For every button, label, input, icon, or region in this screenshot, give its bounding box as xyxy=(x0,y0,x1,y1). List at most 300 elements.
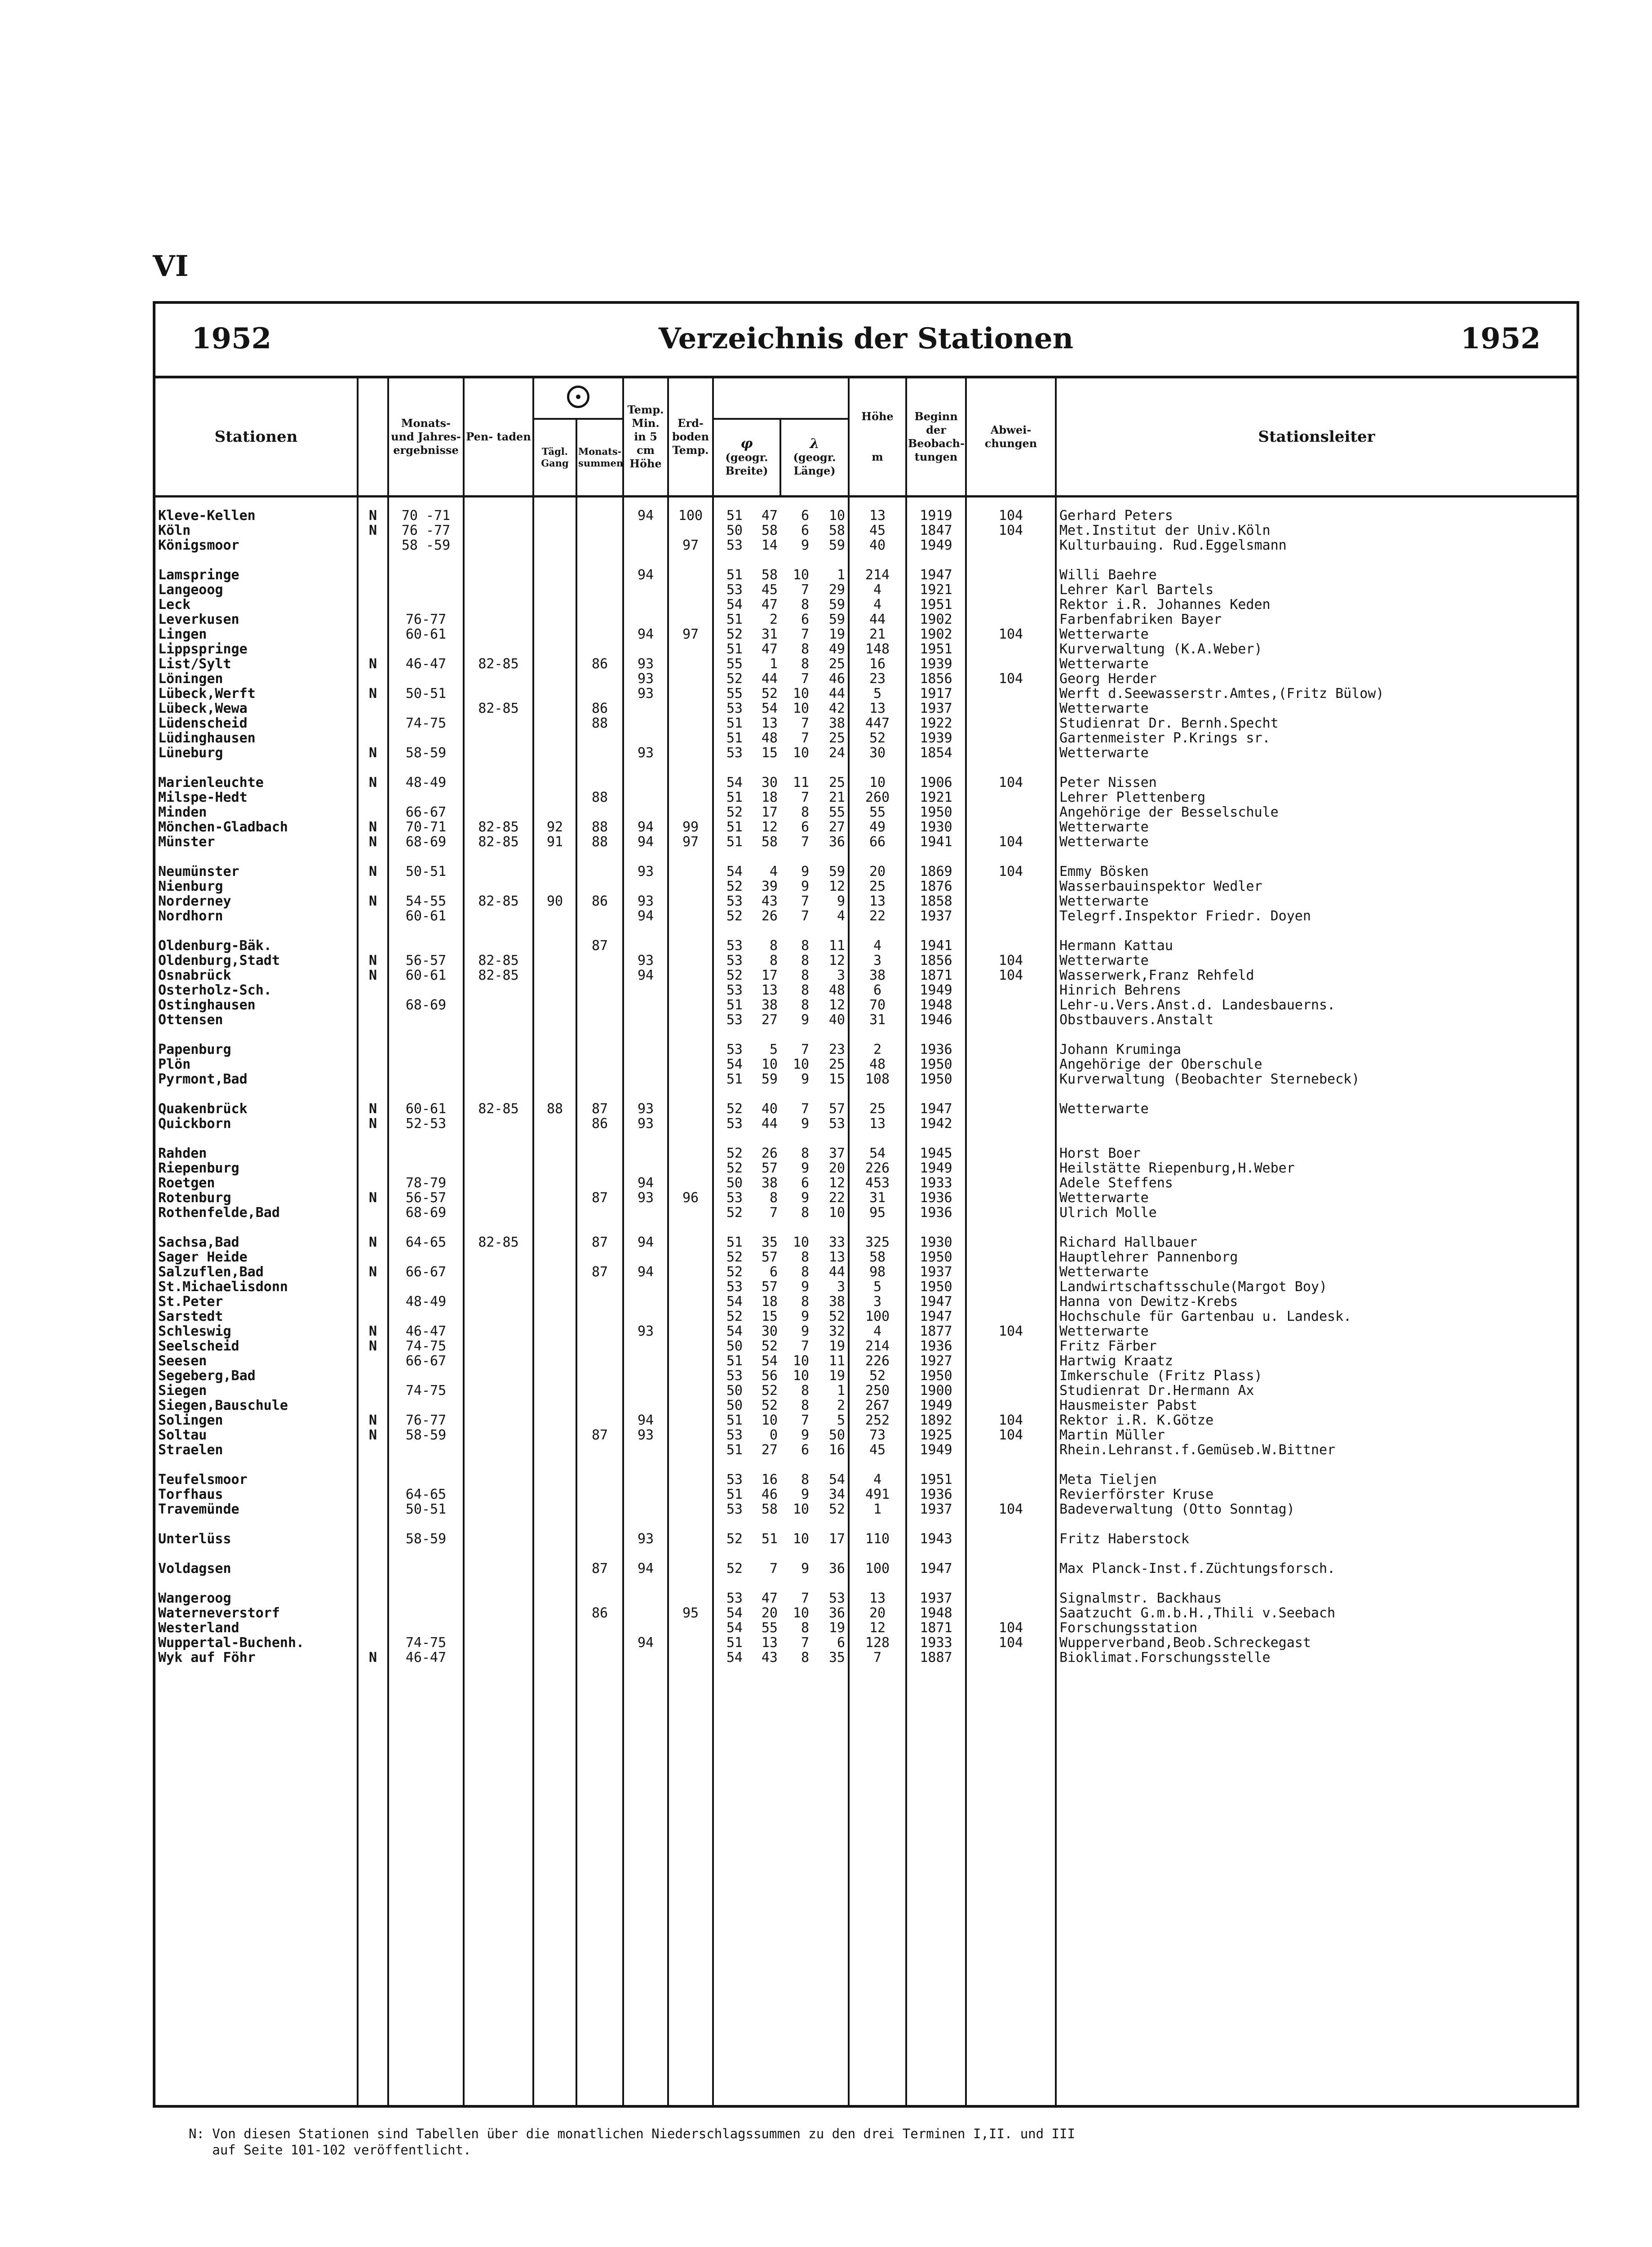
latitude-minutes: 52 xyxy=(761,686,778,701)
taegl-gang-value xyxy=(533,1279,576,1294)
beginn-value: 1950 xyxy=(906,1250,966,1265)
stationsleiter-value: Landwirtschaftsschule(Margot Boy) xyxy=(1056,1279,1577,1294)
erdboden-value xyxy=(668,731,713,746)
longitude xyxy=(783,642,845,657)
monatssummen-value xyxy=(576,686,623,701)
beginn-value: 1936 xyxy=(906,1205,966,1220)
table-row xyxy=(155,1161,1577,1176)
temp-min-value: 94 xyxy=(623,1265,668,1279)
monatssummen-value: 86 xyxy=(576,894,623,909)
table-row xyxy=(155,938,1577,953)
longitude-degrees: 8 xyxy=(801,1146,809,1161)
gap-cell xyxy=(713,1546,780,1561)
table-row xyxy=(155,968,1577,983)
pentaden-value xyxy=(464,1012,533,1027)
n-marker xyxy=(358,538,388,553)
latitude xyxy=(717,1250,778,1265)
n-marker: N xyxy=(358,1324,388,1339)
stationsleiter-value: Studienrat Dr. Bernh.Specht xyxy=(1056,716,1577,731)
hoehe-value: 447 xyxy=(849,716,906,731)
pentaden-value: 82-85 xyxy=(464,820,533,835)
station-name: Mönchen-Gladbach xyxy=(158,820,288,835)
pentaden-value xyxy=(464,1502,533,1517)
taegl-gang-value xyxy=(533,538,576,553)
stationsleiter-value: Angehörige der Oberschule xyxy=(1056,1057,1577,1072)
hoehe-value: 58 xyxy=(849,1250,906,1265)
monats-value xyxy=(388,568,464,582)
longitude xyxy=(783,790,845,805)
latitude-degrees: 52 xyxy=(726,1101,743,1116)
hoehe-label: Höhe xyxy=(861,410,894,423)
abweichungen-value xyxy=(966,1072,1056,1087)
erdboden-value xyxy=(668,597,713,612)
longitude-minutes: 35 xyxy=(828,1650,845,1665)
latitude xyxy=(717,790,778,805)
pentaden-value xyxy=(464,998,533,1012)
n-marker xyxy=(358,1383,388,1398)
longitude-cell xyxy=(780,953,849,968)
latitude xyxy=(717,1487,778,1502)
taegl-gang-value xyxy=(533,1606,576,1621)
longitude xyxy=(783,1339,845,1354)
latitude-minutes: 26 xyxy=(761,909,778,924)
erdboden-value xyxy=(668,1561,713,1576)
abweichungen-value xyxy=(966,612,1056,627)
longitude-degrees: 9 xyxy=(801,1324,809,1339)
monatssummen-value xyxy=(576,1161,623,1176)
latitude-minutes: 13 xyxy=(761,716,778,731)
longitude-minutes: 20 xyxy=(828,1161,845,1176)
spacer-cell xyxy=(464,497,533,509)
temp-min-value: 93 xyxy=(623,746,668,760)
latitude-degrees: 50 xyxy=(726,1339,743,1354)
pentaden-value xyxy=(464,627,533,642)
stationsleiter-value: Saatzucht G.m.b.H.,Thili v.Seebach xyxy=(1056,1606,1577,1621)
longitude-cell xyxy=(780,582,849,597)
stationsleiter-value: Hanna von Dewitz-Krebs xyxy=(1056,1294,1577,1309)
longitude xyxy=(783,1279,845,1294)
spacer-cell xyxy=(966,497,1056,509)
gap-cell xyxy=(966,553,1056,568)
table-row xyxy=(155,642,1577,657)
beginn-value: 1941 xyxy=(906,938,966,953)
filler-cell xyxy=(713,1665,780,2105)
longitude-degrees: 7 xyxy=(801,627,809,642)
title-bar xyxy=(155,304,1577,378)
latitude-cell xyxy=(713,1635,780,1650)
n-marker: N xyxy=(358,775,388,790)
abweichungen-value xyxy=(966,1265,1056,1279)
hoehe-value: 13 xyxy=(849,894,906,909)
table-row xyxy=(155,775,1577,790)
col-phi-label xyxy=(713,419,780,497)
monats-value xyxy=(388,1368,464,1383)
latitude-cell xyxy=(713,597,780,612)
monatssummen-value xyxy=(576,879,623,894)
monatssummen-value xyxy=(576,538,623,553)
abweichungen-value xyxy=(966,998,1056,1012)
gap-cell xyxy=(713,1517,780,1532)
latitude-minutes: 47 xyxy=(761,1591,778,1606)
year-left: 1952 xyxy=(191,322,272,355)
latitude xyxy=(717,1012,778,1027)
station-name: Neumünster xyxy=(158,864,239,879)
beginn-value: 1951 xyxy=(906,642,966,657)
gap-cell xyxy=(1056,760,1577,775)
latitude-degrees: 52 xyxy=(726,1205,743,1220)
pentaden-value xyxy=(464,508,533,523)
longitude-cell xyxy=(780,1012,849,1027)
gap-cell xyxy=(1056,1517,1577,1532)
gap-cell xyxy=(464,553,533,568)
latitude-minutes: 2 xyxy=(769,612,778,627)
latitude-minutes: 58 xyxy=(761,523,778,538)
col-phi xyxy=(713,378,780,419)
latitude-cell xyxy=(713,1398,780,1413)
erdboden-value xyxy=(668,1101,713,1116)
longitude-minutes: 21 xyxy=(828,790,845,805)
longitude xyxy=(783,1235,845,1250)
taegl-gang-value xyxy=(533,1354,576,1368)
longitude-minutes: 24 xyxy=(828,746,845,760)
abweichungen-value: 104 xyxy=(966,523,1056,538)
gap-cell xyxy=(906,1546,966,1561)
latitude xyxy=(717,1428,778,1443)
taegl-gang-value xyxy=(533,1502,576,1517)
longitude-cell xyxy=(780,835,849,849)
monatssummen-value xyxy=(576,746,623,760)
longitude-minutes: 16 xyxy=(828,1443,845,1457)
erdboden-value xyxy=(668,1502,713,1517)
latitude xyxy=(717,1265,778,1279)
gap-cell xyxy=(668,1517,713,1532)
n-marker: N xyxy=(358,1265,388,1279)
latitude-cell xyxy=(713,1324,780,1339)
stationsleiter-value: Wetterwarte xyxy=(1056,953,1577,968)
pentaden-value xyxy=(464,612,533,627)
latitude-minutes: 13 xyxy=(761,1635,778,1650)
station-name: Straelen xyxy=(158,1443,223,1457)
gap-cell xyxy=(155,1457,358,1472)
monatssummen-value xyxy=(576,1250,623,1265)
gap-cell xyxy=(623,924,668,938)
longitude-minutes: 1 xyxy=(837,568,845,582)
longitude-minutes: 34 xyxy=(828,1487,845,1502)
longitude-cell xyxy=(780,1205,849,1220)
table-row xyxy=(155,686,1577,701)
taegl-gang-value xyxy=(533,968,576,983)
hoehe-value: 250 xyxy=(849,1383,906,1398)
temp-min-value: 93 xyxy=(623,657,668,671)
temp-min-value: 94 xyxy=(623,835,668,849)
beginn-value: 1949 xyxy=(906,538,966,553)
monats-value: 68-69 xyxy=(388,998,464,1012)
hoehe-value: 108 xyxy=(849,1072,906,1087)
taegl-gang-value xyxy=(533,716,576,731)
latitude-cell xyxy=(713,805,780,820)
gap-cell xyxy=(780,1087,849,1101)
latitude-minutes: 10 xyxy=(761,1413,778,1428)
stationsleiter-value: Hartwig Kraatz xyxy=(1056,1354,1577,1368)
longitude-degrees: 10 xyxy=(793,568,809,582)
longitude-cell xyxy=(780,597,849,612)
latitude-cell xyxy=(713,1443,780,1457)
gap-cell xyxy=(576,1546,623,1561)
hoehe-value: 453 xyxy=(849,1176,906,1190)
gap-cell xyxy=(358,1087,388,1101)
longitude-degrees: 7 xyxy=(801,1635,809,1650)
n-marker: N xyxy=(358,968,388,983)
longitude-cell xyxy=(780,1502,849,1517)
table-row xyxy=(155,1176,1577,1190)
longitude xyxy=(783,998,845,1012)
latitude-minutes: 8 xyxy=(769,1190,778,1205)
gap-cell xyxy=(388,1457,464,1472)
stationsleiter-value: Angehörige der Besselschule xyxy=(1056,805,1577,820)
longitude-minutes: 50 xyxy=(828,1428,845,1443)
pentaden-value xyxy=(464,1265,533,1279)
latitude-degrees: 51 xyxy=(726,790,743,805)
latitude-degrees: 53 xyxy=(726,1012,743,1027)
hoehe-value: 95 xyxy=(849,1205,906,1220)
temp-min-value xyxy=(623,1072,668,1087)
abweichungen-value xyxy=(966,1532,1056,1546)
hoehe-value: 110 xyxy=(849,1532,906,1546)
stationsleiter-value: Max Planck-Inst.f.Züchtungsforsch. xyxy=(1056,1561,1577,1576)
monatssummen-value xyxy=(576,1532,623,1546)
gap-cell xyxy=(966,1576,1056,1591)
erdboden-value xyxy=(668,568,713,582)
n-marker xyxy=(358,938,388,953)
latitude-cell xyxy=(713,1250,780,1265)
latitude xyxy=(717,657,778,671)
n-marker xyxy=(358,597,388,612)
beginn-value: 1919 xyxy=(906,508,966,523)
taegl-gang-value xyxy=(533,568,576,582)
filler-cell xyxy=(533,1665,576,2105)
n-marker xyxy=(358,1176,388,1190)
pentaden-value xyxy=(464,1250,533,1265)
longitude xyxy=(783,953,845,968)
longitude-degrees: 8 xyxy=(801,1205,809,1220)
n-marker xyxy=(358,998,388,1012)
gap-cell xyxy=(906,760,966,775)
station-name: Plön xyxy=(158,1057,191,1072)
temp-min-value xyxy=(623,1354,668,1368)
station-name: Travemünde xyxy=(158,1502,239,1517)
hoehe-value: 66 xyxy=(849,835,906,849)
table-row xyxy=(155,1532,1577,1546)
latitude-cell xyxy=(713,731,780,746)
monats-value xyxy=(388,1398,464,1413)
temp-min-value xyxy=(623,998,668,1012)
longitude-degrees: 8 xyxy=(801,597,809,612)
abweichungen-value xyxy=(966,1650,1056,1665)
monatssummen-value xyxy=(576,998,623,1012)
taegl-gang-value xyxy=(533,1250,576,1265)
table-row xyxy=(155,1398,1577,1413)
latitude-cell xyxy=(713,864,780,879)
filler-cell xyxy=(155,1665,358,2105)
hoehe-value: 25 xyxy=(849,879,906,894)
gap-cell xyxy=(388,553,464,568)
sun-symbol-icon xyxy=(567,386,589,408)
latitude xyxy=(717,1532,778,1546)
hoehe-value: 13 xyxy=(849,508,906,523)
spacer-cell xyxy=(358,497,388,509)
beginn-value: 1936 xyxy=(906,1042,966,1057)
longitude xyxy=(783,1042,845,1057)
longitude-cell xyxy=(780,1487,849,1502)
beginn-value: 1950 xyxy=(906,1279,966,1294)
erdboden-value xyxy=(668,657,713,671)
temp-min-value: 94 xyxy=(623,820,668,835)
monatssummen-value xyxy=(576,983,623,998)
spacer-row xyxy=(155,497,1577,509)
latitude-degrees: 53 xyxy=(726,894,743,909)
latitude-degrees: 53 xyxy=(726,1502,743,1517)
taegl-gang-value xyxy=(533,1042,576,1057)
monats-value: 64-65 xyxy=(388,1235,464,1250)
station-name: St.Michaelisdonn xyxy=(158,1279,288,1294)
hoehe-value: 20 xyxy=(849,864,906,879)
n-marker xyxy=(358,1161,388,1176)
station-name: Pyrmont,Bad xyxy=(158,1072,248,1087)
latitude-degrees: 51 xyxy=(726,1413,743,1428)
longitude-cell xyxy=(780,879,849,894)
erdboden-value xyxy=(668,1265,713,1279)
longitude-cell xyxy=(780,775,849,790)
taegl-gang-value xyxy=(533,612,576,627)
beginn-value: 1902 xyxy=(906,627,966,642)
temp-min-value xyxy=(623,775,668,790)
stationsleiter-value: Willi Baehre xyxy=(1056,568,1577,582)
gap-cell xyxy=(155,1131,358,1146)
taegl-gang-value xyxy=(533,508,576,523)
longitude-minutes: 59 xyxy=(828,538,845,553)
pentaden-value: 82-85 xyxy=(464,894,533,909)
longitude xyxy=(783,1205,845,1220)
hoehe-value: 3 xyxy=(849,953,906,968)
longitude-cell xyxy=(780,686,849,701)
gap-cell xyxy=(780,1517,849,1532)
latitude-cell xyxy=(713,938,780,953)
pentaden-value xyxy=(464,879,533,894)
monatssummen-value xyxy=(576,1502,623,1517)
longitude xyxy=(783,1398,845,1413)
taegl-gang-value xyxy=(533,627,576,642)
longitude-minutes: 55 xyxy=(828,805,845,820)
hoehe-value: 4 xyxy=(849,1324,906,1339)
gap-cell xyxy=(966,1457,1056,1472)
temp-min-value xyxy=(623,597,668,612)
abweichungen-value xyxy=(966,568,1056,582)
latitude xyxy=(717,538,778,553)
taegl-gang-value xyxy=(533,983,576,998)
erdboden-value xyxy=(668,1354,713,1368)
hoehe-value: 214 xyxy=(849,568,906,582)
stationsleiter-value: Gerhard Peters xyxy=(1056,508,1577,523)
gap-cell xyxy=(1056,1576,1577,1591)
erdboden-value xyxy=(668,1443,713,1457)
temp-min-value xyxy=(623,582,668,597)
longitude-degrees: 8 xyxy=(801,968,809,983)
latitude-degrees: 53 xyxy=(726,1428,743,1443)
beginn-value: 1951 xyxy=(906,1472,966,1487)
longitude-degrees: 10 xyxy=(793,1057,809,1072)
gap-cell xyxy=(576,1457,623,1472)
pentaden-value xyxy=(464,1428,533,1443)
taegl-gang-value xyxy=(533,1294,576,1309)
taegl-gang-value xyxy=(533,1161,576,1176)
station-name: Langeoog xyxy=(158,582,223,597)
latitude-cell xyxy=(713,1428,780,1443)
longitude-degrees: 7 xyxy=(801,671,809,686)
monats-value: 74-75 xyxy=(388,1339,464,1354)
taegl-gang-value xyxy=(533,1309,576,1324)
longitude xyxy=(783,1354,845,1368)
hoehe-value: 25 xyxy=(849,1101,906,1116)
gap-cell xyxy=(576,553,623,568)
stationsleiter-value: Fritz Färber xyxy=(1056,1339,1577,1354)
longitude-cell xyxy=(780,1398,849,1413)
gap-cell xyxy=(358,1517,388,1532)
n-marker: N xyxy=(358,508,388,523)
longitude-degrees: 7 xyxy=(801,1591,809,1606)
temp-min-value: 93 xyxy=(623,864,668,879)
stationsleiter-value: Emmy Bösken xyxy=(1056,864,1577,879)
longitude xyxy=(783,1606,845,1621)
monats-value: 54-55 xyxy=(388,894,464,909)
taegl-gang-value xyxy=(533,1368,576,1383)
pentaden-value xyxy=(464,1324,533,1339)
erdboden-value xyxy=(668,642,713,657)
longitude-degrees: 10 xyxy=(793,746,809,760)
latitude-minutes: 10 xyxy=(761,1057,778,1072)
monatssummen-value xyxy=(576,731,623,746)
longitude-cell xyxy=(780,1339,849,1354)
taegl-gang-value xyxy=(533,1265,576,1279)
longitude-degrees: 8 xyxy=(801,953,809,968)
gap-cell xyxy=(358,924,388,938)
station-name: Riepenburg xyxy=(158,1161,239,1176)
longitude-degrees: 7 xyxy=(801,731,809,746)
abweichungen-value xyxy=(966,1146,1056,1161)
station-name: Sachsa,Bad xyxy=(158,1235,239,1250)
longitude xyxy=(783,1294,845,1309)
longitude-minutes: 3 xyxy=(837,968,845,983)
beginn-value: 1948 xyxy=(906,998,966,1012)
latitude-degrees: 53 xyxy=(726,1279,743,1294)
gap-cell xyxy=(668,1027,713,1042)
latitude-cell xyxy=(713,1650,780,1665)
latitude xyxy=(717,523,778,538)
latitude xyxy=(717,1324,778,1339)
abweichungen-value xyxy=(966,657,1056,671)
longitude xyxy=(783,879,845,894)
monats-value xyxy=(388,1309,464,1324)
latitude-cell xyxy=(713,894,780,909)
latitude-degrees: 52 xyxy=(726,1146,743,1161)
longitude xyxy=(783,612,845,627)
longitude-degrees: 7 xyxy=(801,894,809,909)
pentaden-value xyxy=(464,1561,533,1576)
gap-cell xyxy=(623,1131,668,1146)
gap-cell xyxy=(358,1576,388,1591)
station-name: Torfhaus xyxy=(158,1487,223,1502)
hoehe-value: 100 xyxy=(849,1561,906,1576)
latitude-degrees: 51 xyxy=(726,820,743,835)
